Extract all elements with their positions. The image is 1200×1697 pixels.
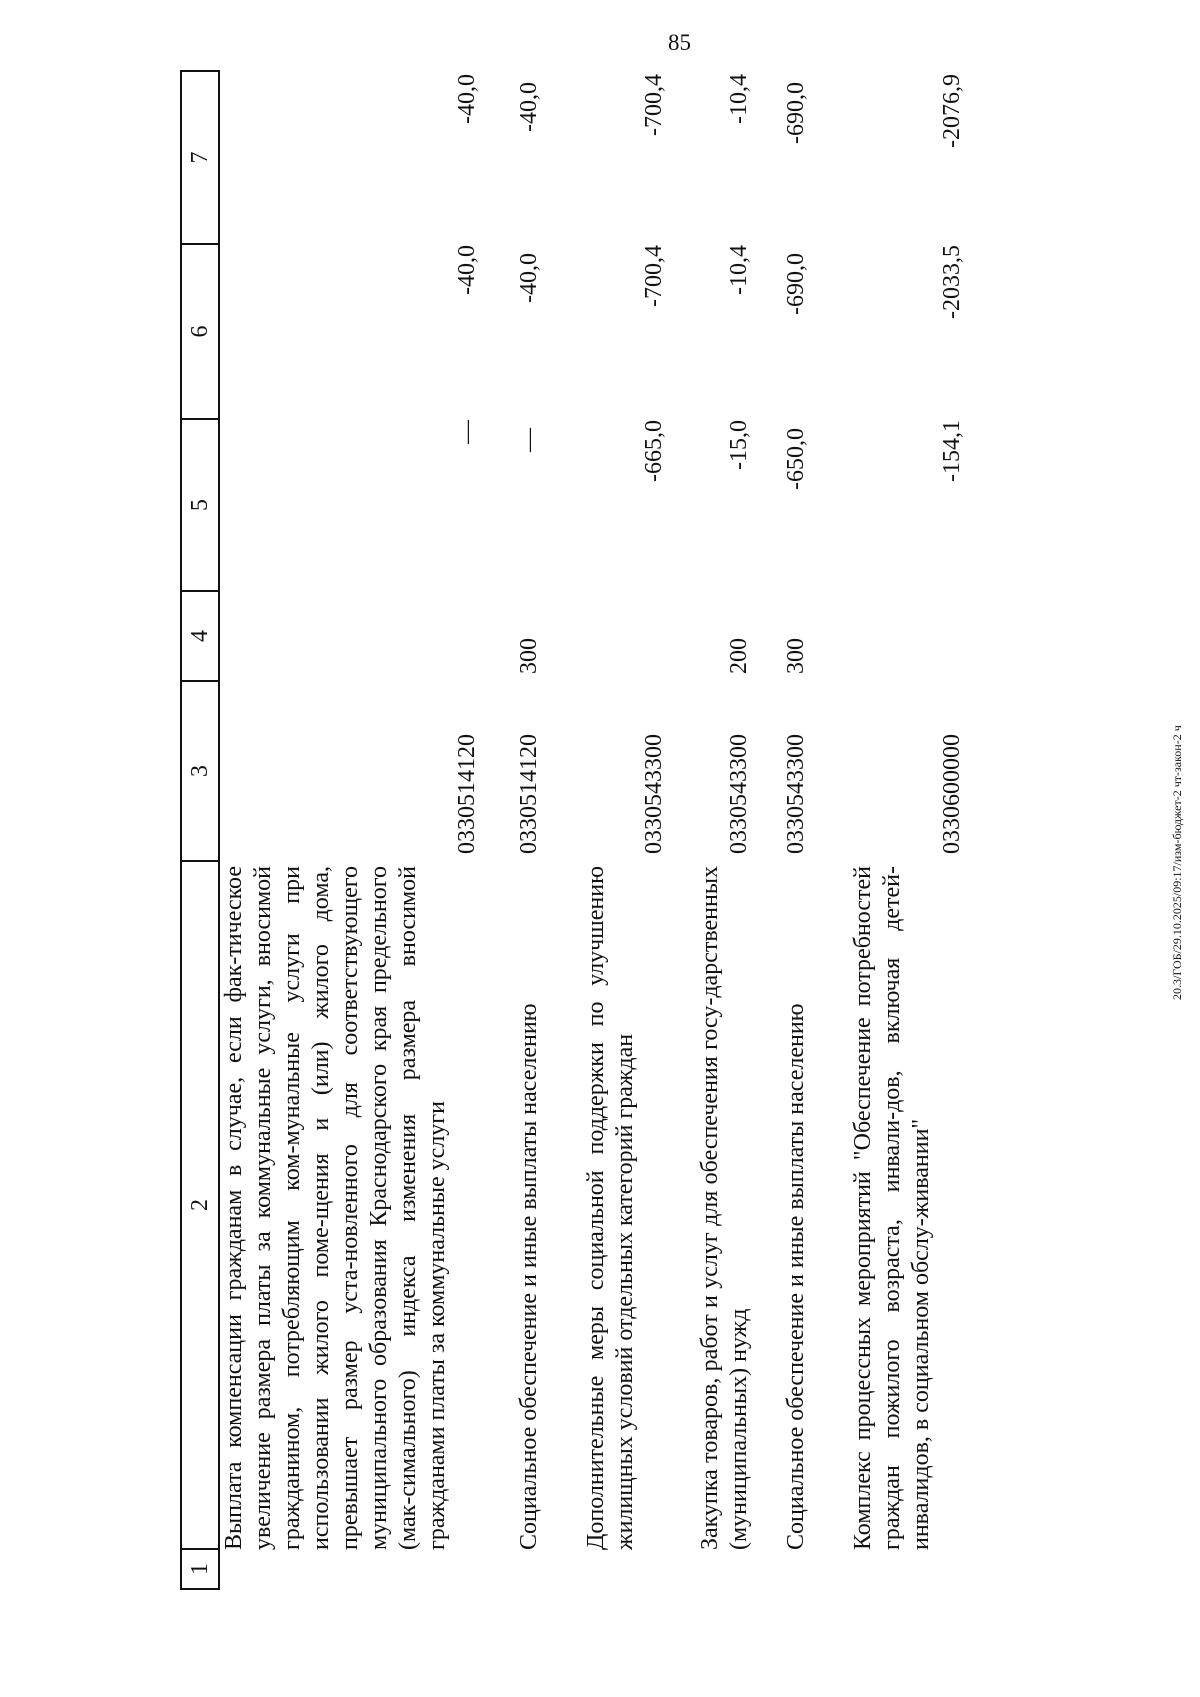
table-row bbox=[515, 70, 549, 1590]
row-col5: -154,1 bbox=[939, 420, 965, 482]
header-col-5: 5 bbox=[182, 418, 218, 590]
row-code: 0330600000 bbox=[939, 734, 965, 854]
row-name: Дополнительные меры социальной поддержки по улучшению жилищных условий отдельных категорий граждан bbox=[583, 866, 638, 1550]
row-col5: -650,0 bbox=[783, 428, 809, 490]
row-code: 0330514120 bbox=[454, 734, 480, 854]
row-col6: -2033,5 bbox=[939, 245, 965, 319]
row-col7: -700,4 bbox=[641, 74, 667, 136]
header-col-2: 2 bbox=[182, 860, 218, 1548]
header-col-6: 6 bbox=[182, 243, 218, 418]
row-code: 0330514120 bbox=[516, 734, 542, 854]
row-code: 0330543300 bbox=[641, 734, 667, 854]
row-col5: — bbox=[516, 428, 542, 452]
table-row bbox=[782, 70, 816, 1590]
table-row bbox=[696, 70, 754, 1590]
header-col-4: 4 bbox=[182, 590, 218, 680]
row-name: Закупка товаров, работ и услуг для обеспечения госу-дарственных (муниципальных) нужд bbox=[697, 866, 752, 1550]
row-col7: -40,0 bbox=[516, 82, 542, 132]
row-code: 0330543300 bbox=[783, 734, 809, 854]
row-col7: -10,4 bbox=[726, 74, 752, 124]
row-vr: 300 bbox=[516, 638, 542, 674]
header-col-1: 1 bbox=[182, 1548, 218, 1588]
row-col5: -665,0 bbox=[641, 420, 667, 482]
row-col5: -15,0 bbox=[726, 420, 752, 470]
row-vr: 300 bbox=[783, 638, 809, 674]
row-col7: -690,0 bbox=[783, 82, 809, 144]
row-vr: 200 bbox=[726, 638, 752, 674]
row-col7: -2076,9 bbox=[939, 74, 965, 148]
row-name: Социальное обеспечение и иные выплаты населению bbox=[783, 1003, 809, 1550]
row-col6: -40,0 bbox=[516, 253, 542, 303]
row-name: Выплата компенсации гражданам в случае, если фак-тическое увеличение размера платы за коммунальные услуги, вносимой гражданином, потребляющим ком-мунальные услуги при использовании жилого поме-щения и (или) жилого дома, превышает размер уста-новленного для соответствующего муниципального образования Краснодарского края предельного (мак-симального) индекса изменения размера вносимой гражданами платы за коммунальные услуги bbox=[221, 866, 450, 1550]
row-col6: -690,0 bbox=[783, 253, 809, 315]
footer-stamp: 20.3/ГОБ/29.10.2025/09:17/изм-бюджет-2 чт-закон-2 ч bbox=[1170, 725, 1184, 1000]
header-col-3: 3 bbox=[182, 680, 218, 860]
header-col-7: 7 bbox=[187, 151, 213, 164]
table-header-row bbox=[180, 70, 220, 1590]
page-number: 85 bbox=[668, 30, 691, 55]
table-row bbox=[582, 70, 669, 1590]
table-row bbox=[220, 70, 482, 1590]
row-col6: -40,0 bbox=[454, 245, 480, 295]
row-col6: -10,4 bbox=[726, 245, 752, 295]
row-code: 0330543300 bbox=[726, 734, 752, 854]
row-name: Комплекс процессных мероприятий "Обеспечение потребностей граждан пожилого возраста, инвали-дов, включая детей-инвалидов, в социальном обслу-живании" bbox=[850, 866, 934, 1550]
rotated-table-sheet bbox=[180, 70, 1080, 1590]
table-row bbox=[849, 70, 967, 1590]
row-col5: — bbox=[454, 420, 480, 444]
row-col7: -40,0 bbox=[454, 74, 480, 124]
row-name: Социальное обеспечение и иные выплаты населению bbox=[516, 1003, 542, 1550]
row-col6: -700,4 bbox=[641, 245, 667, 307]
